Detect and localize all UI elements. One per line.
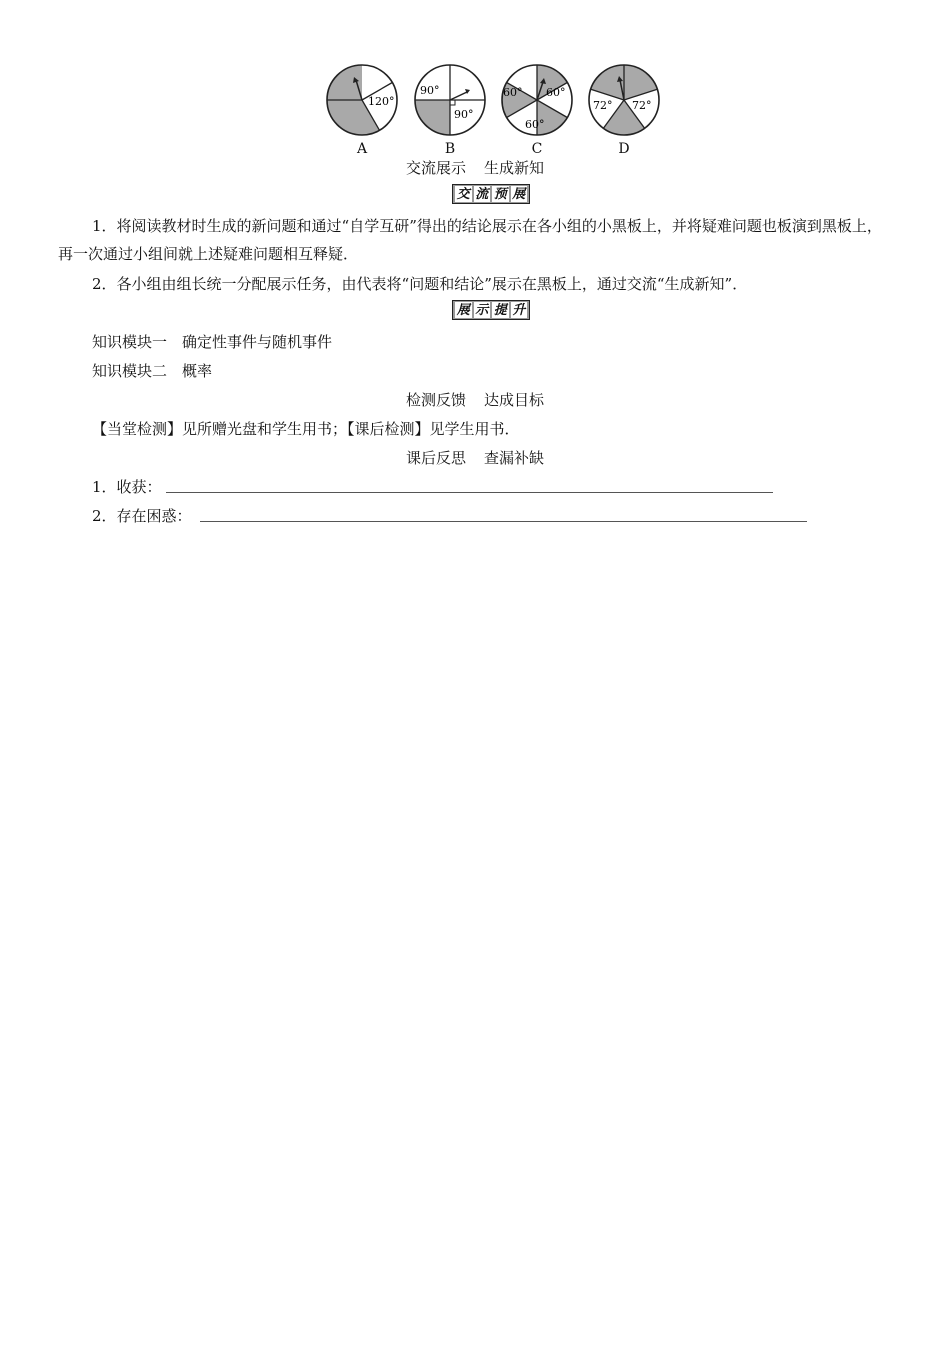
gain-answer-line[interactable] bbox=[166, 492, 773, 493]
badge-show-improve bbox=[452, 300, 530, 320]
spinner-d-angle-2: 72° bbox=[632, 99, 652, 112]
spinner-a bbox=[324, 62, 400, 157]
knowledge-module-1: 知识模块一 确定性事件与随机事件 bbox=[92, 333, 333, 351]
badge-char: 展 bbox=[512, 187, 526, 202]
gain-label: 1．收获： bbox=[92, 478, 162, 496]
exchange-heading-part1: 交流展示 bbox=[405, 159, 466, 177]
confusion-label: 2．存在困惑： bbox=[92, 507, 192, 525]
badge-char: 展 bbox=[456, 303, 470, 318]
spinner-d-graphic bbox=[586, 62, 662, 138]
spinner-c-angle-3: 60° bbox=[525, 118, 545, 131]
knowledge-module-2: 知识模块二 概率 bbox=[92, 362, 213, 380]
paragraph-2-text: 2．各小组由组长统一分配展示任务，由代表将“问题和结论”展示在黑板上，通过交流“生成新知”． bbox=[92, 275, 748, 293]
spinner-b-angle-1: 90° bbox=[420, 84, 440, 97]
spinner-c-angle-1: 60° bbox=[503, 86, 523, 99]
spinner-b-angle-2: 90° bbox=[454, 108, 474, 121]
spinner-figures bbox=[320, 62, 670, 162]
badge-exchange-preview bbox=[452, 184, 530, 204]
spinner-c bbox=[499, 62, 575, 157]
confusion-answer-line[interactable] bbox=[200, 521, 807, 522]
spinner-c-graphic bbox=[499, 62, 575, 138]
spinner-d bbox=[586, 62, 662, 157]
check-heading-part1: 检测反馈 bbox=[405, 391, 466, 409]
spinner-b-graphic bbox=[412, 62, 488, 138]
paragraph-2 bbox=[58, 270, 894, 298]
paragraph-1-text: 1．将阅读教材时生成的新问题和通过“自学互研”得出的结论展示在各小组的小黑板上，并将疑难问题也板演到黑板上，再一次通过小组间就上述疑难问题相互释疑． bbox=[58, 217, 882, 263]
spinner-c-label: C bbox=[531, 141, 543, 157]
badge-char: 预 bbox=[493, 187, 507, 202]
exchange-heading-part2: 生成新知 bbox=[484, 159, 545, 177]
spinner-c-angle-2: 60° bbox=[546, 86, 566, 99]
check-heading-part2: 达成目标 bbox=[484, 391, 545, 409]
spinner-d-angle-1: 72° bbox=[593, 99, 613, 112]
badge-char: 流 bbox=[475, 187, 489, 202]
badge-char: 升 bbox=[512, 303, 526, 318]
badge-char: 提 bbox=[493, 303, 507, 318]
check-line: 【当堂检测】见所赠光盘和学生用书；【课后检测】见学生用书． bbox=[92, 420, 520, 438]
spinner-a-graphic bbox=[324, 62, 400, 138]
spinner-b-label: B bbox=[444, 141, 456, 157]
reflect-heading-part1: 课后反思 bbox=[405, 449, 466, 467]
badge-char: 示 bbox=[475, 303, 489, 318]
paragraph-1 bbox=[58, 212, 894, 268]
reflect-heading bbox=[0, 447, 950, 468]
spinner-a-label: A bbox=[356, 141, 368, 157]
spinner-b bbox=[412, 62, 488, 157]
reflect-heading-part2: 查漏补缺 bbox=[484, 449, 545, 467]
spinner-d-label: D bbox=[618, 141, 630, 157]
exchange-heading bbox=[0, 157, 950, 178]
badge-char: 交 bbox=[456, 187, 470, 202]
spinner-a-angle: 120° bbox=[368, 95, 395, 108]
check-heading bbox=[0, 389, 950, 410]
